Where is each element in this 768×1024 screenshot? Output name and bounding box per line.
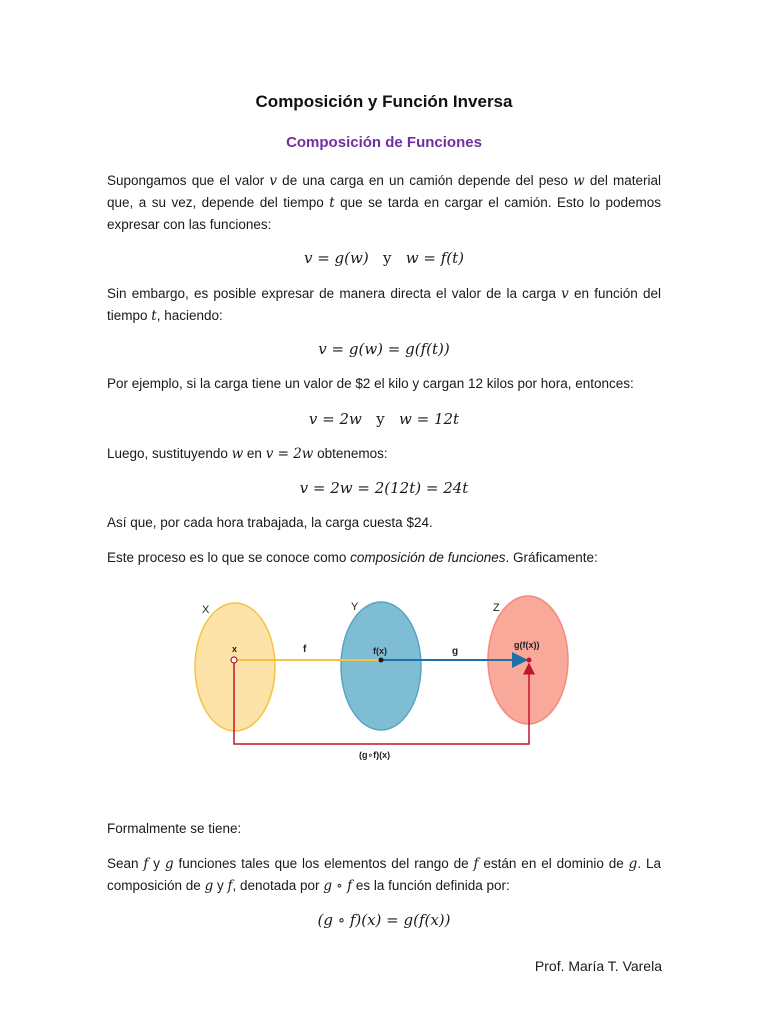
math-var: v bbox=[561, 286, 569, 302]
math-var: g bbox=[204, 878, 214, 894]
math-var: v bbox=[269, 173, 278, 189]
set-x-label: X bbox=[202, 604, 210, 616]
equation-4: v = 2w = 2(12t) = 24t bbox=[299, 479, 469, 497]
equation-2: v = g(w) = g(f(t)) bbox=[318, 340, 450, 358]
equation-part: v = 2w bbox=[308, 410, 362, 428]
paragraph-example: Por ejemplo, si la carga tiene un valor de $2 el kilo y cargan 12 kilos por hora, entonces: bbox=[107, 376, 634, 391]
text-run: . Gráficamente: bbox=[505, 550, 598, 565]
math-var: w bbox=[231, 446, 244, 462]
math-var: g bbox=[628, 856, 638, 872]
equation-part: w = 12t bbox=[399, 410, 460, 428]
paragraph-direct bbox=[107, 283, 661, 327]
emphasis-text: composición de funciones bbox=[350, 550, 506, 565]
paragraph-graphic bbox=[107, 547, 661, 569]
point-gfx-label: g(f(x)) bbox=[514, 640, 540, 650]
arrow-g-label: g bbox=[452, 646, 459, 657]
text-run: Sean bbox=[107, 856, 144, 871]
point-fx-dot bbox=[379, 658, 384, 663]
text-run: del material que, a su vez, depende del tiempo bbox=[107, 173, 661, 210]
math-var: f bbox=[227, 878, 233, 894]
equation-part: v = g(w) bbox=[303, 249, 369, 267]
equation-connector: y bbox=[376, 410, 385, 428]
paragraph-definition bbox=[107, 853, 661, 897]
math-var: f bbox=[473, 856, 479, 872]
math-var: t bbox=[151, 308, 157, 324]
text-run: y bbox=[213, 878, 228, 893]
set-x-ellipse bbox=[195, 603, 275, 731]
text-run: Luego, sustituyendo bbox=[107, 446, 232, 461]
text-run: Supongamos que el valor bbox=[107, 173, 270, 188]
point-x-label: x bbox=[232, 644, 238, 654]
math-expression: v = 2w bbox=[265, 446, 314, 462]
math-var: f bbox=[143, 856, 149, 872]
point-gfx-dot bbox=[527, 658, 532, 663]
composition-diagram bbox=[180, 578, 580, 778]
text-run: . La composición de bbox=[107, 856, 661, 893]
author-signature: Prof. María T. Varela bbox=[534, 958, 662, 974]
text-run: en función del tiempo bbox=[107, 286, 661, 323]
equation-3 bbox=[0, 410, 768, 428]
set-y-label: Y bbox=[351, 601, 359, 613]
text-run: , denotada por bbox=[232, 878, 324, 893]
equation-5: (g ∘ f)(x) = g(f(x)) bbox=[317, 911, 451, 929]
paragraph-formal: Formalmente se tiene: bbox=[107, 821, 242, 836]
text-run: es la función definida por: bbox=[352, 878, 510, 893]
paragraph-intro bbox=[107, 170, 661, 236]
point-fx-label: f(x) bbox=[373, 646, 387, 656]
section-heading: Composición de Funciones bbox=[286, 134, 482, 151]
text-run: que se tarda en cargar el camión. Esto lo podemos expresar con las funciones: bbox=[107, 195, 661, 232]
equation-1 bbox=[0, 249, 768, 267]
math-var: w bbox=[573, 173, 585, 189]
text-run: y bbox=[148, 856, 165, 871]
paragraph-substitution bbox=[107, 443, 661, 465]
text-run: están en el dominio de bbox=[478, 856, 629, 871]
composite-label: (g∘f)(x) bbox=[359, 750, 391, 760]
math-var: t bbox=[329, 195, 335, 211]
paragraph-result: Así que, por cada hora trabajada, la carga cuesta $24. bbox=[107, 515, 433, 530]
point-x-dot bbox=[231, 657, 237, 663]
text-run: en bbox=[243, 446, 266, 461]
text-run: funciones tales que los elementos del rango de bbox=[173, 856, 474, 871]
math-expression: g ∘ f bbox=[323, 878, 353, 894]
text-run: de una carga en un camión depende del peso bbox=[277, 173, 574, 188]
equation-part: w = f(t) bbox=[405, 249, 465, 267]
math-var: g bbox=[164, 856, 174, 872]
arrow-f-label: f bbox=[303, 644, 307, 655]
document-title: Composición y Función Inversa bbox=[255, 92, 513, 111]
set-y-ellipse bbox=[341, 602, 421, 730]
equation-connector: y bbox=[383, 249, 392, 267]
text-run: Sin embargo, es posible expresar de manera directa el valor de la carga bbox=[107, 286, 562, 301]
text-run: , haciendo: bbox=[156, 308, 223, 323]
text-run: obtenemos: bbox=[313, 446, 388, 461]
set-z-label: Z bbox=[493, 602, 500, 614]
text-run: Este proceso es lo que se conoce como bbox=[107, 550, 351, 565]
